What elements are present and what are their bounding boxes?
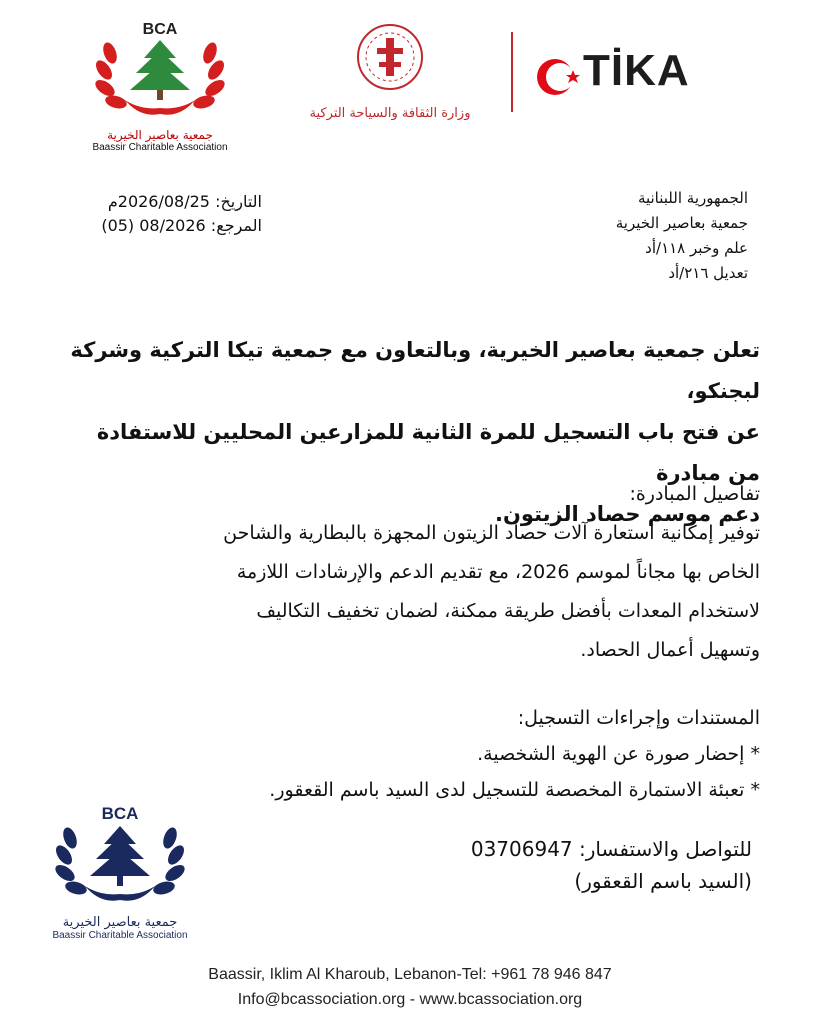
footer	[100, 962, 720, 1012]
ministry-emblem-icon	[355, 22, 425, 92]
headline-line: عن فتح باب التسجيل للمرة الثانية للمزارعين المحليين للاستفادة من مبادرة	[96, 420, 760, 485]
contact-person: (السيد باسم القعقور)	[574, 869, 752, 893]
bca-emblem-icon	[80, 18, 240, 128]
meta-line: تعديل ٢١٦/أد	[668, 264, 748, 282]
headline-line: تعلن جمعية بعاصير الخيرية، وبالتعاون مع جمعية تيكا التركية وشركة لبجنكو،	[70, 338, 760, 403]
tika-wordmark: TİKA	[583, 46, 690, 95]
bca-logo-top	[80, 18, 240, 158]
meta-line: جمعية بعاصير الخيرية	[615, 214, 748, 232]
meta-right	[530, 186, 748, 286]
details-line: توفير إمكانية استعارة آلات حصاد الزيتون المجهزة بالبطارية والشاحن	[223, 522, 760, 544]
docs-item: * إحضار صورة عن الهوية الشخصية.	[477, 743, 760, 765]
details-line: وتسهيل أعمال الحصاد.	[580, 639, 760, 661]
registration-documents	[60, 700, 760, 808]
date-line: التاريخ: 2026/08/25م	[107, 192, 262, 211]
ministry-logo	[285, 22, 495, 132]
bca-acronym: BCA	[142, 21, 178, 38]
details-title: تفاصيل المبادرة:	[629, 483, 760, 505]
bca-emblem-icon	[40, 800, 200, 915]
contact-info	[400, 833, 752, 897]
docs-title: المستندات وإجراءات التسجيل:	[517, 707, 760, 729]
meta-line: علم وخبر ١١٨/أد	[645, 239, 748, 257]
headline-line: دعم موسم حصاد الزيتون.	[495, 502, 760, 526]
contact-phone: للتواصل والاستفسار: 03706947	[470, 837, 752, 861]
crescent-star-icon	[533, 52, 583, 102]
bca-name-en: Baassir Charitable Association	[52, 930, 188, 941]
details-line: الخاص بها مجاناً لموسم 2026، مع تقديم الدعم والإرشادات اللازمة	[236, 561, 760, 583]
docs-item: * تعبئة الاستمارة المخصصة للتسجيل لدى السيد باسم القعقور.	[269, 779, 760, 801]
bca-name-en: Baassir Charitable Association	[92, 142, 228, 153]
bca-acronym: BCA	[101, 804, 139, 823]
reference-line: المرجع: 08/2026 (05)	[101, 216, 262, 235]
footer-address: Baassir, Iklim Al Kharoub, Lebanon-Tel: +961 78 946 847	[208, 966, 612, 983]
footer-web: Info@bcassociation.org - www.bcassociation.org	[237, 991, 583, 1008]
ministry-name: وزارة الثقافة والسياحة التركية	[309, 106, 471, 121]
bca-logo-bottom	[40, 800, 200, 960]
logo-divider	[511, 32, 513, 112]
meta-line: الجمهورية اللبنانية	[637, 189, 748, 207]
initiative-details	[60, 475, 760, 670]
bca-name-ar: جمعية بعاصير الخيرية	[107, 128, 213, 142]
bca-name-ar: جمعية بعاصير الخيرية	[62, 915, 178, 930]
tika-logo	[533, 46, 733, 106]
meta-left	[62, 190, 262, 238]
details-line: لاستخدام المعدات بأفضل طريقة ممكنة، لضمان تخفيف التكاليف	[256, 600, 760, 622]
